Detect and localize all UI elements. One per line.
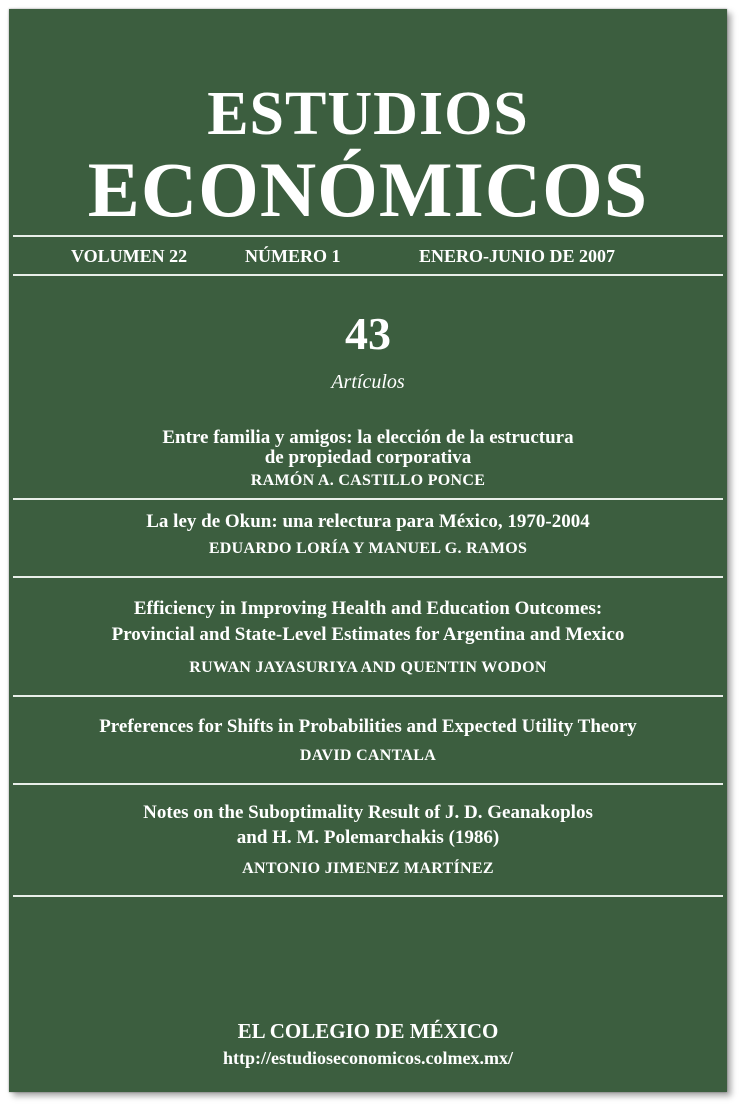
article-title: La ley de Okun: una relectura para México, 1970-2004 (146, 511, 590, 532)
article-author: EDUARDO LORÍA Y MANUEL G. RAMOS (208, 540, 528, 557)
article-author: RUWAN JAYASURIYA AND QUENTIN WODON (189, 659, 547, 676)
article-title: Provincial and State-Level Estimates for Argentina and Mexico (111, 624, 625, 645)
volume-label: VOLUMEN 22 (71, 246, 188, 266)
number-label: NÚMERO 1 (245, 246, 341, 266)
article-author: DAVID CANTALA (299, 747, 437, 764)
divider (13, 274, 723, 276)
publisher-url[interactable]: http://estudioseconomicos.colmex.mx/ (223, 1048, 513, 1068)
divider (13, 576, 723, 578)
journal-cover (9, 9, 727, 1092)
divider (13, 695, 723, 697)
divider (13, 498, 723, 500)
journal-title-line1: ESTUDIOS (207, 80, 529, 148)
article-title: Preferences for Shifts in Probabilities and Expected Utility Theory (99, 716, 637, 737)
article-title: Entre familia y amigos: la elección de la estructura (162, 427, 574, 448)
article-title: Efficiency in Improving Health and Education Outcomes: (133, 598, 603, 619)
article-title: and H. M. Polemarchakis (1986) (236, 827, 500, 848)
divider (13, 235, 723, 237)
divider (13, 895, 723, 897)
article-title: de propiedad corporativa (264, 447, 472, 468)
issue-number: 43 (345, 308, 391, 359)
article-title: Notes on the Suboptimality Result of J. D. Geanakoplos (143, 802, 593, 823)
article-author: ANTONIO JIMENEZ MARTÍNEZ (242, 860, 494, 877)
section-heading: Artículos (331, 371, 405, 393)
publisher-name: EL COLEGIO DE MÉXICO (237, 1019, 499, 1043)
date-label: ENERO-JUNIO DE 2007 (419, 246, 616, 266)
journal-title-line2: ECONÓMICOS (87, 146, 649, 233)
divider (13, 783, 723, 785)
article-author: RAMÓN A. CASTILLO PONCE (250, 472, 486, 489)
issue-info-row (9, 243, 727, 269)
